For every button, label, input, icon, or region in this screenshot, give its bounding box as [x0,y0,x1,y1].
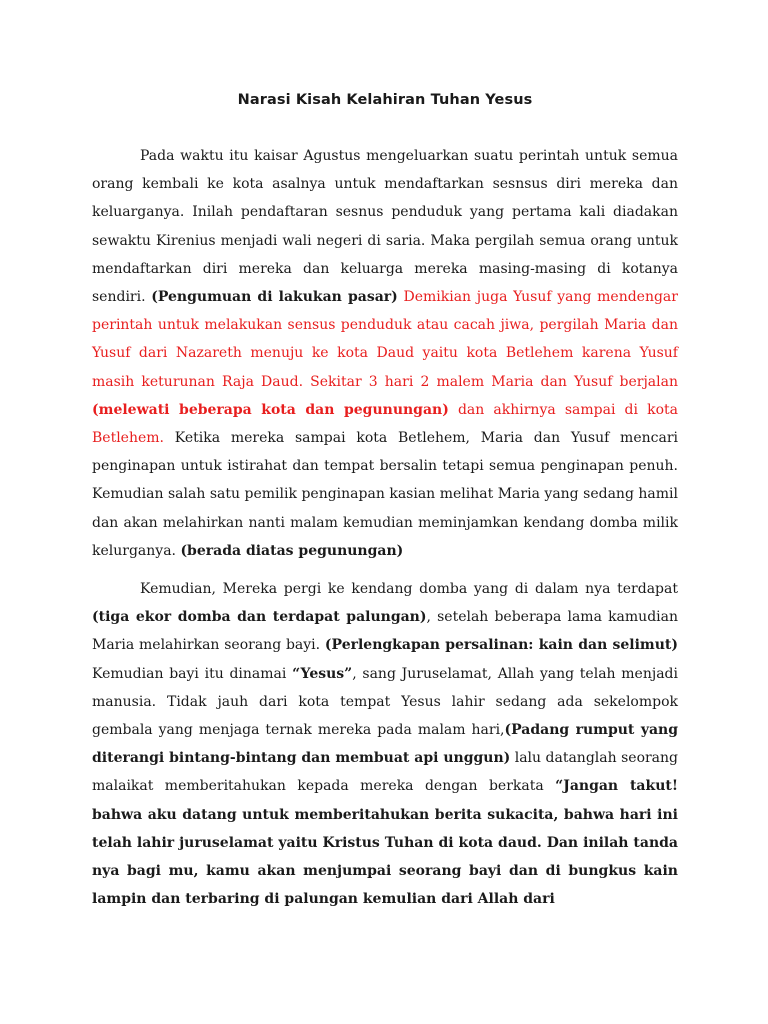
text-segment: Kemudian bayi itu dinamai [92,665,293,682]
paragraph-2 [92,575,678,913]
text-segment: Pada waktu itu kaisar Agustus mengeluarkan suatu perintah untuk semua orang kembali ke kota asalnya untuk mendaftarkan sesnsus diri mereka dan keluarganya. Inilah pendaftaran sesnus penduduk yang pertama kali diadakan sewaktu Kirenius menjadi wali negeri di saria. Maka pergilah semua orang untuk mendaftarkan diri mereka dan keluarga mereka masing-masing di kotanya sendiri. [92,148,678,306]
text-segment-bold: “Yesus” [292,665,353,682]
text-segment-bold: (berada diatas pegunungan) [180,542,404,559]
text-segment: , sang Juruselamat, Allah yang telah menjadi manusia. Tidak jauh dari kota tempat Yesus lahir sedang ada sekelompok gembala yang menjaga ternak mereka pada malam hari, [92,665,678,739]
text-segment-bold: (Perlengkapan persalinan: kain dan selimut) [324,637,678,654]
text-segment-bold: (Padang rumput yang diterangi bintang-bintang dan membuat api unggun) [92,722,678,767]
text-segment-bold: (Pengumuan di lakukan pasar) [151,289,398,306]
text-segment: Kemudian, Mereka pergi ke kendang domba yang di dalam nya terdapat [140,581,678,598]
text-segment: , setelah beberapa lama kamudian Maria melahirkan seorang bayi. [92,609,679,654]
text-segment: lalu datanglah seorang malaikat memberitahukan kepada mereka dengan berkata [92,750,679,795]
paragraph-1 [92,142,678,565]
document-page [92,92,678,913]
text-segment: Ketika mereka sampai kota Betlehem, Maria dan Yusuf mencari penginapan untuk istirahat dan tempat bersalin tetapi semua penginapan penuh. Kemudian salah satu pemilik penginapan kasian melihat Maria yang sedang hamil dan akan melahirkan nanti malam kemudian meminjamkan kendang domba milik kelurganya. [92,430,678,559]
document-title: Narasi Kisah Kelahiran Tuhan Yesus [237,92,533,108]
text-segment-bold: “Jangan takut! bahwa aku datang untuk memberitahukan berita sukacita, bahwa hari ini telah lahir juruselamat yaitu Kristus Tuhan di kota daud. Dan inilah tanda nya bagi mu, kamu akan menjumpai seorang bayi dan di bungkus kain lampin dan terbaring di palungan kemulian dari Allah dari [92,778,678,908]
text-segment-red: dan akhirnya sampai di kota Betlehem. [92,401,678,447]
text-segment-bold: (tiga ekor domba dan terdapat palungan) [92,609,427,626]
text-segment-red: Demikian juga Yusuf yang mendengar perintah untuk melakukan sensus penduduk atau cacah jiwa, pergilah Maria dan Yusuf dari Nazareth menuju ke kota Daud yaitu kota Betlehem karena Yusuf masih keturunan Raja Daud. Sekitar 3 hari 2 malem Maria dan Yusuf berjalan [92,289,678,390]
text-segment-red-bold: (melewati beberapa kota dan pegunungan) [92,401,449,418]
